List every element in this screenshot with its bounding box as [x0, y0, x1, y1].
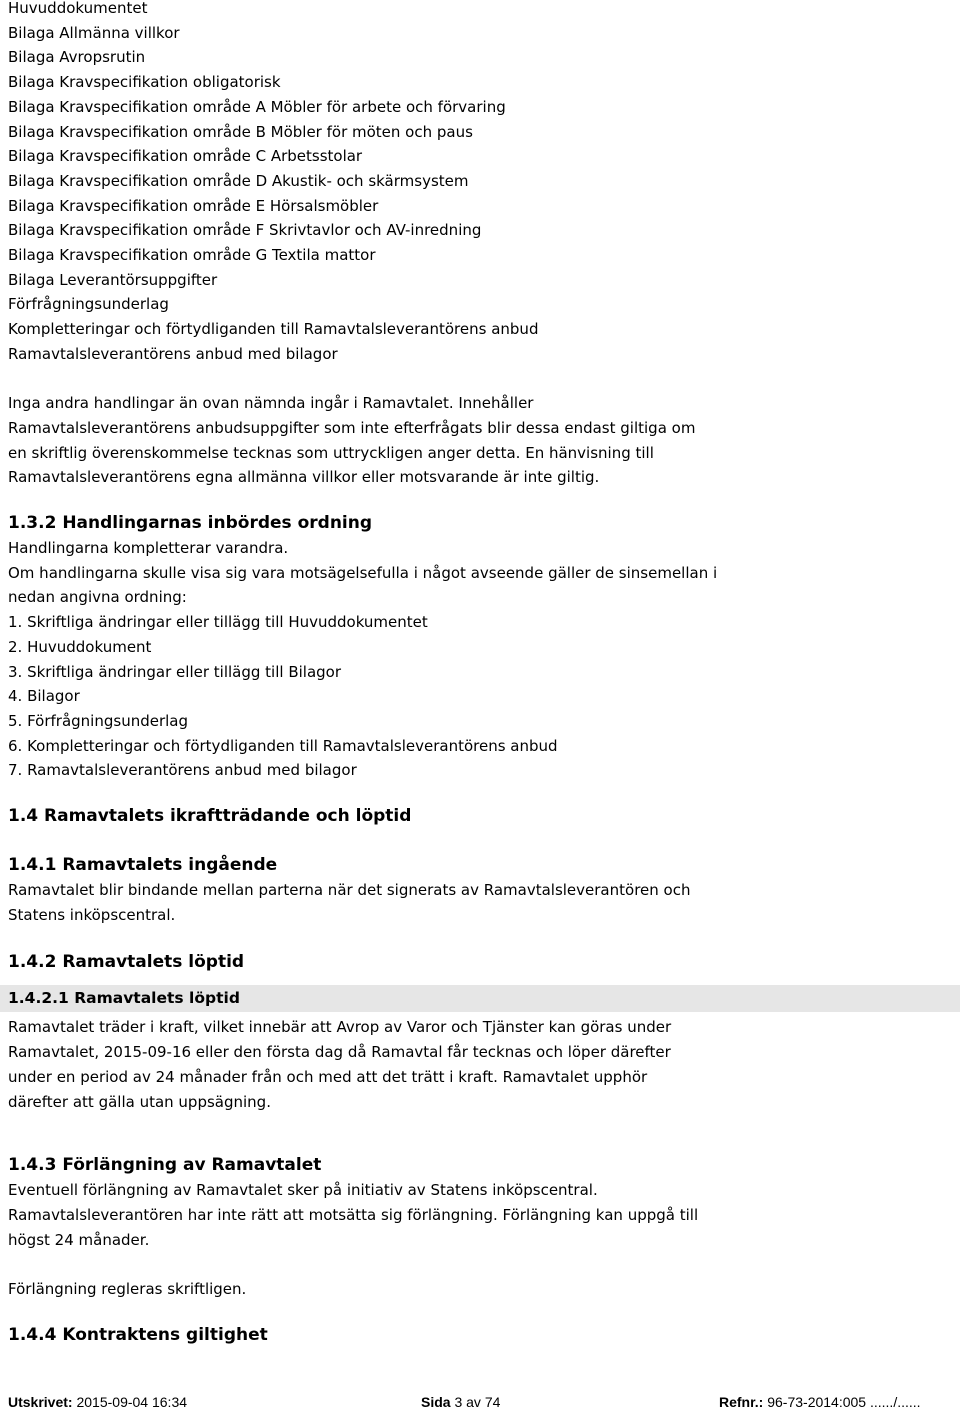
footer-printed	[8, 1392, 187, 1412]
order-list-item: 4. Bilagor	[8, 687, 80, 706]
footer-ref	[719, 1392, 921, 1412]
section-heading-1-3-2: 1.3.2 Handlingarnas inbördes ordning	[8, 513, 373, 534]
footer-page-value: 3 av 74	[450, 1394, 501, 1410]
section-heading-1-4-4: 1.4.4 Kontraktens giltighet	[8, 1324, 268, 1345]
document-list-item: Bilaga Kravspecifikation område E Hörsalsmöbler	[8, 196, 379, 215]
section-1-4-3-body	[8, 1178, 952, 1302]
section-1-4-1-body	[8, 878, 952, 927]
document-list-item: Bilaga Kravspecifikation område F Skrivtavlor och AV-inredning	[8, 221, 482, 240]
section-1-4-2-1-body	[8, 1015, 952, 1114]
paragraph-line: Ramavtalsleverantörens egna allmänna villkor eller motsvarande är inte giltig.	[8, 468, 600, 487]
document-list-item: Bilaga Avropsrutin	[8, 48, 146, 67]
order-list-item: 5. Förfrågningsunderlag	[8, 711, 189, 730]
footer-page-label: Sida	[421, 1394, 451, 1410]
paragraph-line: Ramavtalet träder i kraft, vilket innebär att Avrop av Varor och Tjänster kan göras under	[8, 1018, 672, 1037]
paragraph-line: Inga andra handlingar än ovan nämnda ingår i Ramavtalet. Innehåller	[8, 394, 534, 413]
document-list-item: Förfrågningsunderlag	[8, 295, 169, 314]
footer-page	[421, 1392, 500, 1412]
paragraph-line: under en period av 24 månader från och med att det trätt i kraft. Ramavtalet upphör	[8, 1067, 648, 1086]
paragraph-line: Om handlingarna skulle visa sig vara motsägelsefulla i något avseende gäller de sinsemellan i	[8, 563, 718, 582]
footer-printed-label: Utskrivet:	[8, 1394, 73, 1410]
order-list-item: 1. Skriftliga ändringar eller tillägg till Huvuddokumentet	[8, 613, 428, 632]
paragraph-line: därefter att gälla utan uppsägning.	[8, 1092, 271, 1111]
document-list-item: Bilaga Kravspecifikation område B Möbler för möten och paus	[8, 122, 473, 141]
document-list-item: Ramavtalsleverantörens anbud med bilagor	[8, 344, 338, 363]
section-heading-1-4-1: 1.4.1 Ramavtalets ingående	[8, 855, 278, 876]
paragraph-line: Handlingarna kompletterar varandra.	[8, 539, 289, 558]
paragraph-line: Ramavtalsleverantören har inte rätt att motsätta sig förlängning. Förlängning kan uppgå till	[8, 1206, 699, 1224]
paragraph-line: Eventuell förlängning av Ramavtalet sker på initiativ av Statens inköpscentral.	[8, 1181, 598, 1200]
document-list-item: Kompletteringar och förtydliganden till Ramavtalsleverantörens anbud	[8, 320, 539, 339]
paragraph-line: Statens inköpscentral.	[8, 905, 176, 924]
paragraph-line: Ramavtalet, 2015-09-16 eller den första dag då Ramavtal får tecknas och löper därefter	[8, 1043, 671, 1062]
paragraph-line: en skriftlig överenskommelse tecknas som uttryckligen anger detta. En hänvisning till	[8, 443, 654, 462]
order-list-item: 2. Huvuddokument	[8, 637, 152, 656]
document-page	[8, 0, 952, 1348]
order-list-item: 6. Kompletteringar och förtydliganden till Ramavtalsleverantörens anbud	[8, 736, 558, 755]
section-heading-1-4-3: 1.4.3 Förlängning av Ramavtalet	[8, 1155, 322, 1176]
document-list-item: Huvuddokumentet	[8, 0, 148, 17]
order-list-item: 7. Ramavtalsleverantörens anbud med bilagor	[8, 761, 357, 780]
document-list-item: Bilaga Kravspecifikation område A Möbler för arbete och förvaring	[8, 97, 506, 116]
footer-ref-value: 96-73-2014:005 ....../......	[763, 1394, 921, 1410]
footer-printed-value: 2015-09-04 16:34	[72, 1394, 188, 1410]
document-list-item: Bilaga Kravspecifikation område C Arbetsstolar	[8, 147, 363, 166]
section-heading-1-4: 1.4 Ramavtalets ikraftträdande och löptid	[8, 806, 412, 827]
intro-paragraph	[8, 391, 952, 490]
order-list-item: 3. Skriftliga ändringar eller tillägg till Bilagor	[8, 662, 341, 681]
paragraph-line: nedan angivna ordning:	[8, 588, 187, 607]
document-list-item: Bilaga Leverantörsuppgifter	[8, 270, 218, 289]
document-list-item: Bilaga Kravspecifikation område D Akustik- och skärmsystem	[8, 171, 469, 190]
document-list	[8, 0, 952, 367]
section-1-3-2-body	[8, 536, 952, 783]
paragraph-line: högst 24 månader.	[8, 1230, 150, 1249]
document-list-item: Bilaga Kravspecifikation område G Textila mattor	[8, 246, 376, 265]
footer-ref-label: Refnr.:	[719, 1394, 764, 1410]
paragraph-line: Ramavtalsleverantörens anbudsuppgifter som inte efterfrågats blir dessa endast giltiga om	[8, 418, 696, 437]
paragraph-line: Förlängning regleras skriftligen.	[8, 1280, 247, 1299]
document-list-item: Bilaga Kravspecifikation obligatorisk	[8, 73, 281, 92]
section-heading-1-4-2-1: 1.4.2.1 Ramavtalets löptid	[0, 985, 960, 1012]
paragraph-line: Ramavtalet blir bindande mellan parterna när det signerats av Ramavtalsleverantören och	[8, 881, 691, 900]
section-heading-1-4-2: 1.4.2 Ramavtalets löptid	[8, 952, 245, 973]
document-list-item: Bilaga Allmänna villkor	[8, 23, 180, 42]
